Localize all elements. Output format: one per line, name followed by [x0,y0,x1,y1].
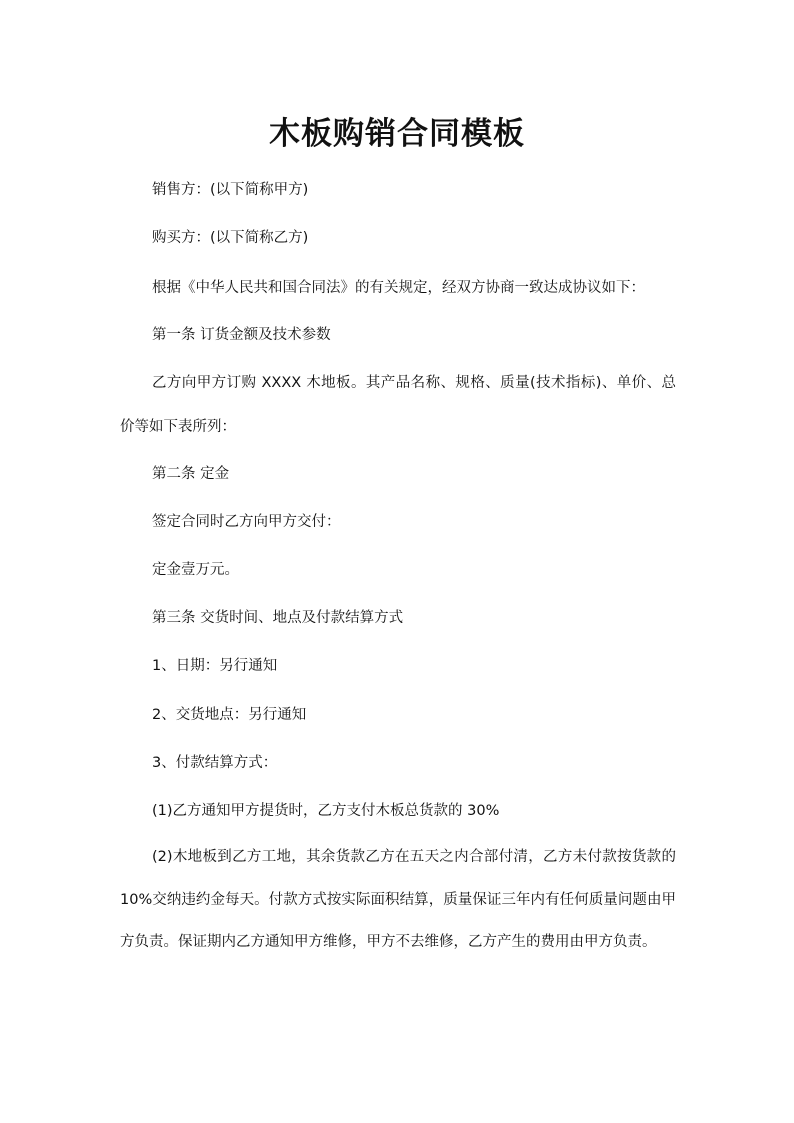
preamble: 根据《中华人民共和国合同法》的有关规定，经双方协商一致达成协议如下： [152,280,645,296]
article-1-body: 乙方向甲方订购 XXXX 木地板。其产品名称、规格、质量(技术指标)、单价、总价等如下表所列： [120,375,676,435]
payment-method-heading: 3、付款结算方式： [152,755,278,771]
article-2-body: 签定合同时乙方向甲方交付： [152,514,341,530]
deposit-amount: 定金壹万元。 [152,562,239,578]
article-2-heading: 第二条 定金 [152,466,230,482]
buyer-line: 购买方：(以下简称乙方) [152,230,309,246]
article-3-heading: 第三条 交货时间、地点及付款结算方式 [152,610,404,626]
delivery-date: 1、日期：另行通知 [152,658,278,674]
article-1-heading: 第一条 订货金额及技术参数 [152,327,331,343]
payment-clause-2: (2)木地板到乙方工地，其余货款乙方在五天之内合部付清，乙方未付款按货款的 10%交纳违约金每天。付款方式按实际面积结算，质量保证三年内有任何质量问题由甲方负责。保证期内乙方通知甲方维修，甲方不去维修，乙方产生的费用由甲方负责。 [120,849,676,950]
payment-clause-1: (1)乙方通知甲方提货时，乙方支付木板总货款的 30% [152,803,500,819]
delivery-location: 2、交货地点：另行通知 [152,707,307,723]
document-title: 木板购销合同模板 [269,116,525,152]
seller-line: 销售方：(以下简称甲方) [152,182,309,198]
